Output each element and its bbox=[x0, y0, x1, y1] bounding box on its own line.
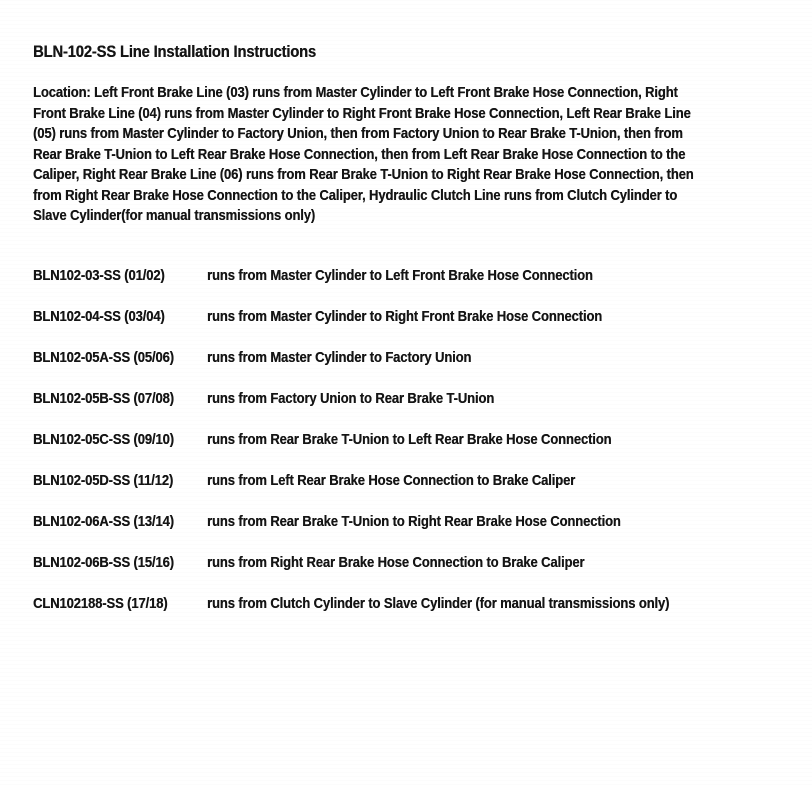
part-number: BLN102-05C-SS (09/10) bbox=[33, 430, 174, 448]
part-row bbox=[33, 389, 812, 410]
paragraph-line: from Right Rear Brake Hose Connection to the Caliper, Hydraulic Clutch Line runs from Clutch Cylinder to bbox=[33, 186, 678, 204]
document-title: BLN-102-SS Line Installation Instructions bbox=[33, 42, 316, 61]
part-number: BLN102-06A-SS (13/14) bbox=[33, 512, 174, 530]
part-row bbox=[33, 553, 812, 574]
part-description: runs from Right Rear Brake Hose Connection to Brake Caliper bbox=[207, 553, 585, 571]
part-number: BLN102-04-SS (03/04) bbox=[33, 307, 165, 325]
part-row bbox=[33, 471, 812, 492]
part-number: BLN102-05A-SS (05/06) bbox=[33, 348, 174, 366]
part-row bbox=[33, 512, 812, 533]
location-paragraph bbox=[33, 83, 812, 227]
part-row bbox=[33, 266, 812, 287]
part-number: BLN102-06B-SS (15/16) bbox=[33, 553, 174, 571]
part-number: BLN102-05D-SS (11/12) bbox=[33, 471, 174, 489]
part-row bbox=[33, 430, 812, 451]
part-row bbox=[33, 348, 812, 369]
parts-list bbox=[33, 266, 812, 615]
part-description: runs from Rear Brake T-Union to Right Rear Brake Hose Connection bbox=[207, 512, 621, 530]
part-description: runs from Factory Union to Rear Brake T-Union bbox=[207, 389, 495, 407]
part-number: BLN102-03-SS (01/02) bbox=[33, 266, 165, 284]
page-content bbox=[33, 0, 812, 635]
paragraph-line: Caliper, Right Rear Brake Line (06) runs from Rear Brake T-Union to Right Rear Brake Hose Connection, then bbox=[33, 166, 694, 183]
paragraph-line: Front Brake Line (04) runs from Master Cylinder to Right Front Brake Hose Connection, Left Rear Brake Line bbox=[33, 104, 691, 122]
part-number: CLN102188-SS (17/18) bbox=[33, 594, 168, 612]
part-description: runs from Master Cylinder to Left Front Brake Hose Connection bbox=[207, 266, 593, 284]
part-row bbox=[33, 307, 812, 328]
part-number: BLN102-05B-SS (07/08) bbox=[33, 389, 174, 407]
paragraph-line: Slave Cylinder(for manual transmissions only) bbox=[33, 207, 316, 224]
part-description: runs from Master Cylinder to Factory Union bbox=[207, 348, 472, 366]
paragraph-line: Location: Left Front Brake Line (03) runs from Master Cylinder to Left Front Brake Hose Connection, Right bbox=[33, 84, 678, 101]
part-row bbox=[33, 594, 812, 615]
paragraph-line: (05) runs from Master Cylinder to Factory Union, then from Factory Union to Rear Brake T-Union, then from bbox=[33, 125, 683, 142]
part-description: runs from Clutch Cylinder to Slave Cylinder (for manual transmissions only) bbox=[207, 594, 670, 612]
part-description: runs from Rear Brake T-Union to Left Rear Brake Hose Connection bbox=[207, 430, 612, 448]
part-description: runs from Left Rear Brake Hose Connection to Brake Caliper bbox=[207, 471, 576, 489]
paragraph-line: Rear Brake T-Union to Left Rear Brake Hose Connection, then from Left Rear Brake Hose Connection to the bbox=[33, 145, 686, 163]
part-description: runs from Master Cylinder to Right Front Brake Hose Connection bbox=[207, 307, 603, 325]
